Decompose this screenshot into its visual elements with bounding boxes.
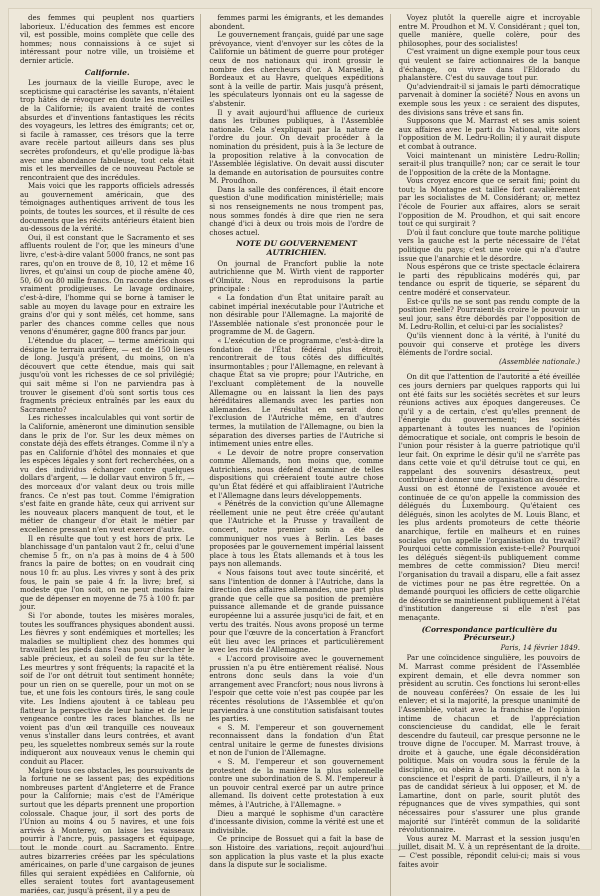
paragraph: On journal de Francfort publie la note autrichienne que M. Wirth vient de rapporter d'Olmütz. Nous en reproduisons la partie principale : — [209, 259, 384, 294]
paragraph: Est-ce qu'ils ne se sont pas rendu compte de la position réelle? Pourraient-ils croire le pouvoir un seul jour, sans être débordés par l'opposition de M. Ledru-Rollin, et celui-ci par les socialistes? — [398, 297, 580, 332]
paragraph: femmes parmi les émigrants, et les demandes abondent. — [209, 14, 384, 31]
paragraph: Le gouvernement français, guidé par une sage prévoyance, vient d'envoyer sur les côtes de la Californie un bâtiment de guerre pour protéger ceux de nos nationaux qui iront grossir le nombre des chercheurs d'or. A Marseille, à Bordeaux et au Havre, quelques expéditions sont à la veille de partir. Mais jusqu'à présent, les spéculateurs lyonnais ont eu la sagesse de s'abstenir. — [209, 31, 384, 108]
paragraph: Dans la salle des conférences, il était encore question d'une modification ministérielle; mais si nos renseignements ne nous trompent pas, nous sommes fondés à dire que rien ne sera changé d'ici à deux ou trois mois de l'ordre de choses actuel. — [209, 185, 384, 237]
paragraph: Qu'adviendrait-il si jamais le parti démocratique parvenait à dominer la société? Nous en avons un exemple sous les yeux : ce seraient des disputes, des divisions sans trêve et sans fin. — [398, 82, 580, 117]
paragraph: Ce principe de Bossuet qui a fait la base de son Histoire des variations, reçoit aujourd'hui son application la plus vaste et la plus exacte dans la dispute sur le socialisme. — [209, 835, 384, 870]
paragraph: Voyez plutôt la querelle aigre et incroyable entre M. Proudhon et M. V. Considérant ; quel ton, quelle manière, quelle colère, pour des philosophes, pour des socialistes! — [398, 14, 580, 48]
paragraph: Oui, il est constant que le Sacramento et ses affluents roulent de l'or, que les mineurs d'une livre, c'est-à-dire valant 5000 francs, ne sont pas rares, qu'on en trouve de 8, 10, 12 et même 16 livres, et qu'ainsi un coup de pioche amène 40, 50, 60 ou 80 mille francs. On raconte des choses vraiment prodigieuses. Le lavage ordinaire, c'est-à-dire, l'homme qui se borne à tamiser le sable au moyen du lavage pour en extraire les grains d'or qui y sont mêlés, cet homme, sans parler des chances comme celles que nous venons d'énumérer, gagne 800 francs par jour. — [20, 233, 195, 337]
paragraph: D'où il faut conclure que toute marche politique vers la gauche est la perte nécessaire de l'état politique du pays; c'est une voie qui n'a d'autre issue que l'anarchie et le désordre. — [398, 228, 580, 263]
signature-line: Paris, 14 février 1849. — [500, 643, 580, 652]
paragraph: Mais voici que les rapports officiels adressés au gouvernement américain, que des témoignages authentiques arrivent de tous les points, de toutes les sources, et il résulte de ces documents que les récits antérieurs étaient bien au-dessous de la vérité. — [20, 182, 195, 234]
paragraph: Il en résulte que tout y est hors de prix. Le blanchissage d'un pantalon vaut 2 fr., celui d'une chemise 5 fr., on n'a pas à moins de 4 à 500 francs la paire de bottes; on en voudrait cinq nous 10 fr. au plus. Les vivres y sont à des prix fous, le pain se paie 4 fr. la livre; bref, si modeste que l'on soit, on ne peut moins faire que de dépenser en moyenne de 75 à 100 fr. par jour. — [20, 534, 195, 612]
section-heading: Californie. — [84, 67, 130, 77]
paragraph: Par une coïncidence singulière, les pouvoirs de M. Marrast comme président de l'Assemblée expirent demain, et elle devra nommer son président au scrutin. Ces fonctions lui seront-elles de nouveau conférées? On essaie de les lui enlever; et si la majorité, la presque unanimité de l'Assemblée, votait avec la franchise de l'opinion intime de chacun et de l'appréciation consciencieuse du candidat, elle le ferait descendre du fauteuil, car presque personne ne le trouve digne de l'occuper. M. Marrast trouve, à droite et à gauche, une égale déconsidération politique. Mais on voudra sous la férule de la discipline, ou obéira à la consigne, et non à la conscience et l'esprit de parti. D'ailleurs, il n'y a pas de candidat sérieux à lui opposer, et M. de Lamartine, dont on parle, sourit plutôt des répugnances que de vives sympathies, qui sont nécessaires pour s'assurer une plus grande majorité sur l'intérêt commun de la solidarité révolutionnaire. — [398, 654, 580, 835]
paragraph: Si l'or abonde, toutes les misères morales, toutes les souffrances physiques abondent aussi. Les fièvres y sont endémiques et mortelles; les maladies se multiplient chez des hommes qui travaillent les pieds dans l'eau pour chercher le sable précieux, et au soleil de feu sur la tête. Les meurtres y sont fréquents; la rapacité et la soif de l'or ont détruit tout sentiment honnête; pour un rien on se querelle, pour un mot on se tue, et une fois les contours tirés, le sang coule vite. Les Indiens ajoutent à ce tableau peu flatteur la perspective de leur haine et de leur vengeance contre les races blanches. Ils ne voient pas d'un œil tranquille ces nouveaux venus s'installer dans leurs contrées, et avant peu, les squelettes nombreux semés sur la route indiqueront aux nouveaux venus le chemin qui conduit au Placer. — [20, 611, 195, 767]
paragraph: Il y avait aujourd'hui affluence de curieux dans les tribunes publiques, à l'Assemblée nationale. Cela s'expliquait par la nature de l'ordre du jour. On devait procéder à la nomination du président, puis à la 3e lecture de la proposition relative à la convocation de l'Assemblée législative. On devait aussi discuter la demande en autorisation de poursuites contre M. Proudhon. — [209, 108, 384, 186]
paragraph: Les richesses incalculables qui vont sortir de la Californie, amèneront une diminution sensible dans le prix de l'or. Sur les deux mèmes on constate déjà des effets étranges. Comme il n'y a pas en Californie d'hôtel des monnaies et que les espèces légales y sont fort recherchées, on a vu des individus échanger contre quelques dollars d'argent, — le dollar vaut environ 5 fr., — des morceaux d'or valant deux ou trois mille francs. Ce n'est pas tout. Comme l'émigration s'est faite en grande hâte, ceux qui arrivent sur les nouveaux placers manquent de tout, et le métier de changeur d'or était le métier par excellence pressant n'en veut exercer d'autre. — [20, 414, 195, 535]
newspaper-page — [8, 8, 592, 895]
paragraph: L'étendue du placer, — terme américain qui désigne le terrain aurifère, — est de 150 lieues de long. Jusqu'à présent, du moins, on n'a découvert que cette étendue, mais qui sait jusqu'où vont les richesses de ce sol privilégié; qui sait même si l'on ne parviendra pas à trouver le gisement d'où sont sortis tous ces fragments précieux entraînés par les eaux du Sacramento? — [20, 336, 195, 414]
paragraph: « S. M. l'empereur et son gouvernement reconnaissent dans la fondation d'un État central unitaire le germe de funestes divisions et non de l'union de l'Allemagne. — [209, 723, 384, 758]
signature-line: (Assemblée nationale.) — [499, 357, 580, 366]
column-left — [20, 14, 201, 896]
paragraph: Nous espérons que ce triste spectacle éclairera le parti des républicains modérés qui, par tendance ou esprit de tiquerie, se séparent du centre modéré et conservateur. — [398, 263, 580, 297]
paragraph: « La fondation d'un État unitaire paraît au cabinet impérial inexécutable pour l'Autriche et non désirable pour l'Allemagne. La majorité de l'Assemblée nationale s'est prononcée pour le programme de M. de Gagern. — [209, 294, 384, 337]
text-columns — [20, 14, 580, 895]
correspondence-heading: (Correspondance particulière du Précurseur.) — [421, 624, 558, 643]
paragraph: « L'exécution de ce programme, c'est-à-dire la fondation de l'État fédéral plus étroit, rencontrerait de tous côtés des difficultés insurmontables ; pour l'Allemagne, en relevant à chaque État sa vie propre; pour l'Autriche, en l'excluant complètement de la nouvelle Allemagne ou en laissant la lien des pays héréditaires allemands avec les parties non allemandes. Le résultat en serait donc l'exclusion de l'Autriche même, en d'autres termes, la mutilation de l'Allemagne, ou bien la séparation des diverses parties de l'Autriche si intimement unies entre elles. — [209, 336, 384, 449]
paragraph: Les journaux de la vieille Europe, avec le scepticisme qui caractérise les savants, n'étaient trop hâtés de révoquer en doute les merveilles de la Californie; ils avaient traité de contes absurdes et d'inventions fantastiques les récits des voyageurs, les lettres des émigrants; cet or, si facile à ramasser, ces trésors que la terre avare recèle partout ailleurs dans ses plus secrètes profondeurs, et qu'elle prodigue là-bas avec une abondance fabuleuse, tout cela était mis et les merveilles de ce nouveau Pactole se rencontraient que des incrédules. — [20, 79, 195, 182]
paragraph: Qu'ils viennent donc à la vérité, à l'unité du pouvoir qui conserve et protège les divers éléments de l'ordre social. — [398, 331, 580, 358]
paragraph: Vous aurez M. Marrast et la session jusqu'en juillet, disait M. V. à un représentant de la droite. — C'est possible, répondit celui-ci; mais si vous faites avoir — [398, 834, 580, 869]
paragraph: « Le devoir de notre propre conservation comme Allemands, non moins que, comme Autrichiens, nous défend d'examiner de telles dispositions qui créeraient toute autre chose qu'un État fédéré et qui affaibliraient l'Autriche et l'Allemagne dans leurs développements. — [209, 448, 384, 500]
column-middle — [209, 14, 390, 896]
paragraph: Malgré tous ces obstacles, les poursuivants de la fortune ne se lassent pas; des expéditions nombreuses partent d'Angleterre et de France pour la Californie; mais c'est de l'Amérique surtout que les départs prennent une proportion colossale. Chaque jour, il sort des ports de l'Union au moins 4 ou 5 navires, et une fois arrivés à Monterey, on laisse les vaisseaux pourrir à l'ancre, puis, passagers et équipage, tout le monde court au Sacramento. Entre autres bizarreries créées par les spéculations américaines, on parle d'une cargaison de jeunes filles qui seraient expédiées en Californie, où elles seraient toutes fort avantageusement mariées, car, jusqu'à présent, il y a peu de — [20, 766, 195, 895]
paragraph: C'est vraiment un digne exemple pour tous ceux qui veulent se faire actionnaires de la banque d'échange, ou vivre dans l'Eldorado du phalanstère. C'est du sauvage tout pur. — [398, 48, 580, 83]
paragraph: Supposons que M. Marrast et ses amis soient aux affaires avec le parti du National, vite alors l'opposition de M. Ledru-Rollin; il y aurait dispute et combat à outrance. — [398, 117, 580, 151]
paragraph: Voici maintenant un ministère Ledru-Rollin; serait-il plus tranquille? non; car ce serait le tour de l'opposition de la crête de la Montagne. — [398, 151, 580, 177]
column-right — [399, 14, 580, 896]
paragraph: « S. M. l'empereur et son gouvernement protestent de la manière la plus solennelle contre une subordination de S. M. l'empereur à un pouvoir central exercé par un autre prince allemand. Ils doivent cette protestation à eux mêmes, à l'Autriche, à l'Allemagne. » — [209, 758, 384, 810]
paragraph: « Nous faisons tout avec toute sincérité, et sans l'intention de donner à l'Autriche, dans la direction des affaires allemandes, une part plus grande que celle que sa position de première puissance allemande et de grande puissance européenne lui a assurée jusqu'ici de fait, et en vertu des traités. Nous avons proposé un terme pour que l'œuvre de la concertation à Francfort eût lieu avec les princes et particulièrement avec les rois de l'Allemagne. — [209, 569, 384, 655]
paragraph: « L'accord provisoire avec le gouvernement prussien n'a pu être entièrement réalisé. Nous entrons donc seuls dans la voie d'un arrangement avec Francfort; nous nous livrons à l'espoir que cette voie n'est pas coupée par les récentes résolutions de l'Assemblée et qu'on parviendra à une constitution satisfaisant toutes les parties. — [209, 654, 384, 724]
paragraph: Dieu a marqué le sophisme d'un caractère d'incessante division, comme la vérité est une et indivisible. — [209, 809, 384, 835]
paragraph: Vous croyez encore que ce serait fini; point du tout; la Montagne est taillée fort cavalièrement par les socialistes de M. Considérant; or, mettez l'école de Fourier aux affaires, alors se serait l'opposition de M. Proudhon, et qui sait encore tout ce qui surgirait ? — [398, 177, 580, 229]
paragraph: des femmes qui peuplent nos quartiers laborieux. L'éducation des femmes est encore vil, est possible, moins complète que celle des hommes; nous connaissions à ce sujet si intéressant pour notre ville, un troisième et dernier article. — [20, 14, 195, 65]
paragraph: « Pénétrés de la conviction qu'une Allemagne réellement unie ne peut être créée qu'autant que l'Autriche et la Prusse y travaillent de concert, notre premier soin a été de communiquer nos vues à Berlin. Les bases proposées par le gouvernement impérial laissent place à tous les États allemands et à tous les pays non allemands. — [209, 500, 384, 569]
section-divider — [439, 370, 539, 371]
section-heading: NOTE DU GOUVERNEMENT AUTRICHIEN. — [236, 239, 357, 258]
paragraph: On dit que l'attention de l'autorité a été éveillée ces jours derniers par quelques rapports qui lui ont été faits sur les sociétés secrètes et sur leurs réunions actives aux époques dangereuses. Ce qu'il y a de certain, c'est qu'elles prennent de l'énergie du gouvernement; les sociétés appartenant à toutes les nuances de l'opinion démocratique et sociale, ont compris le besoin de l'union pour résister à la guerre patriotique qu'il leur fait. On exprime le désir qu'il ne s'arrête pas dans cette voie et qu'il détruise tout ce qui, en rappelant des souvenirs désastreux, peut contribuer à donner une organisation au désordre. Aussi on est étonné de l'existence avouée et continuée de ce qu'on appelle la commission des délégués du Luxembourg. Qu'étaient ces délégués, sinon les acolytes de M. Louis Blanc, et les plus ardents promoteurs de cette théorie anarchique, fertile en malheurs et en ruines sociales qu'on appelle l'organisation du travail? Pourquoi cette commission existe-t-elle? Pourquoi les délégués siègent-ils publiquement comme membres de cette commission? Dieu merci! l'organisation du travail a disparu, elle a fait assez de victimes pour ne pas être regrettée. On a demandé pourquoi les officiers de cette oligarchie de désordre se maintiennent publiquement à l'état d'institution dangereuse si elle n'est pas menaçante. — [398, 373, 580, 622]
